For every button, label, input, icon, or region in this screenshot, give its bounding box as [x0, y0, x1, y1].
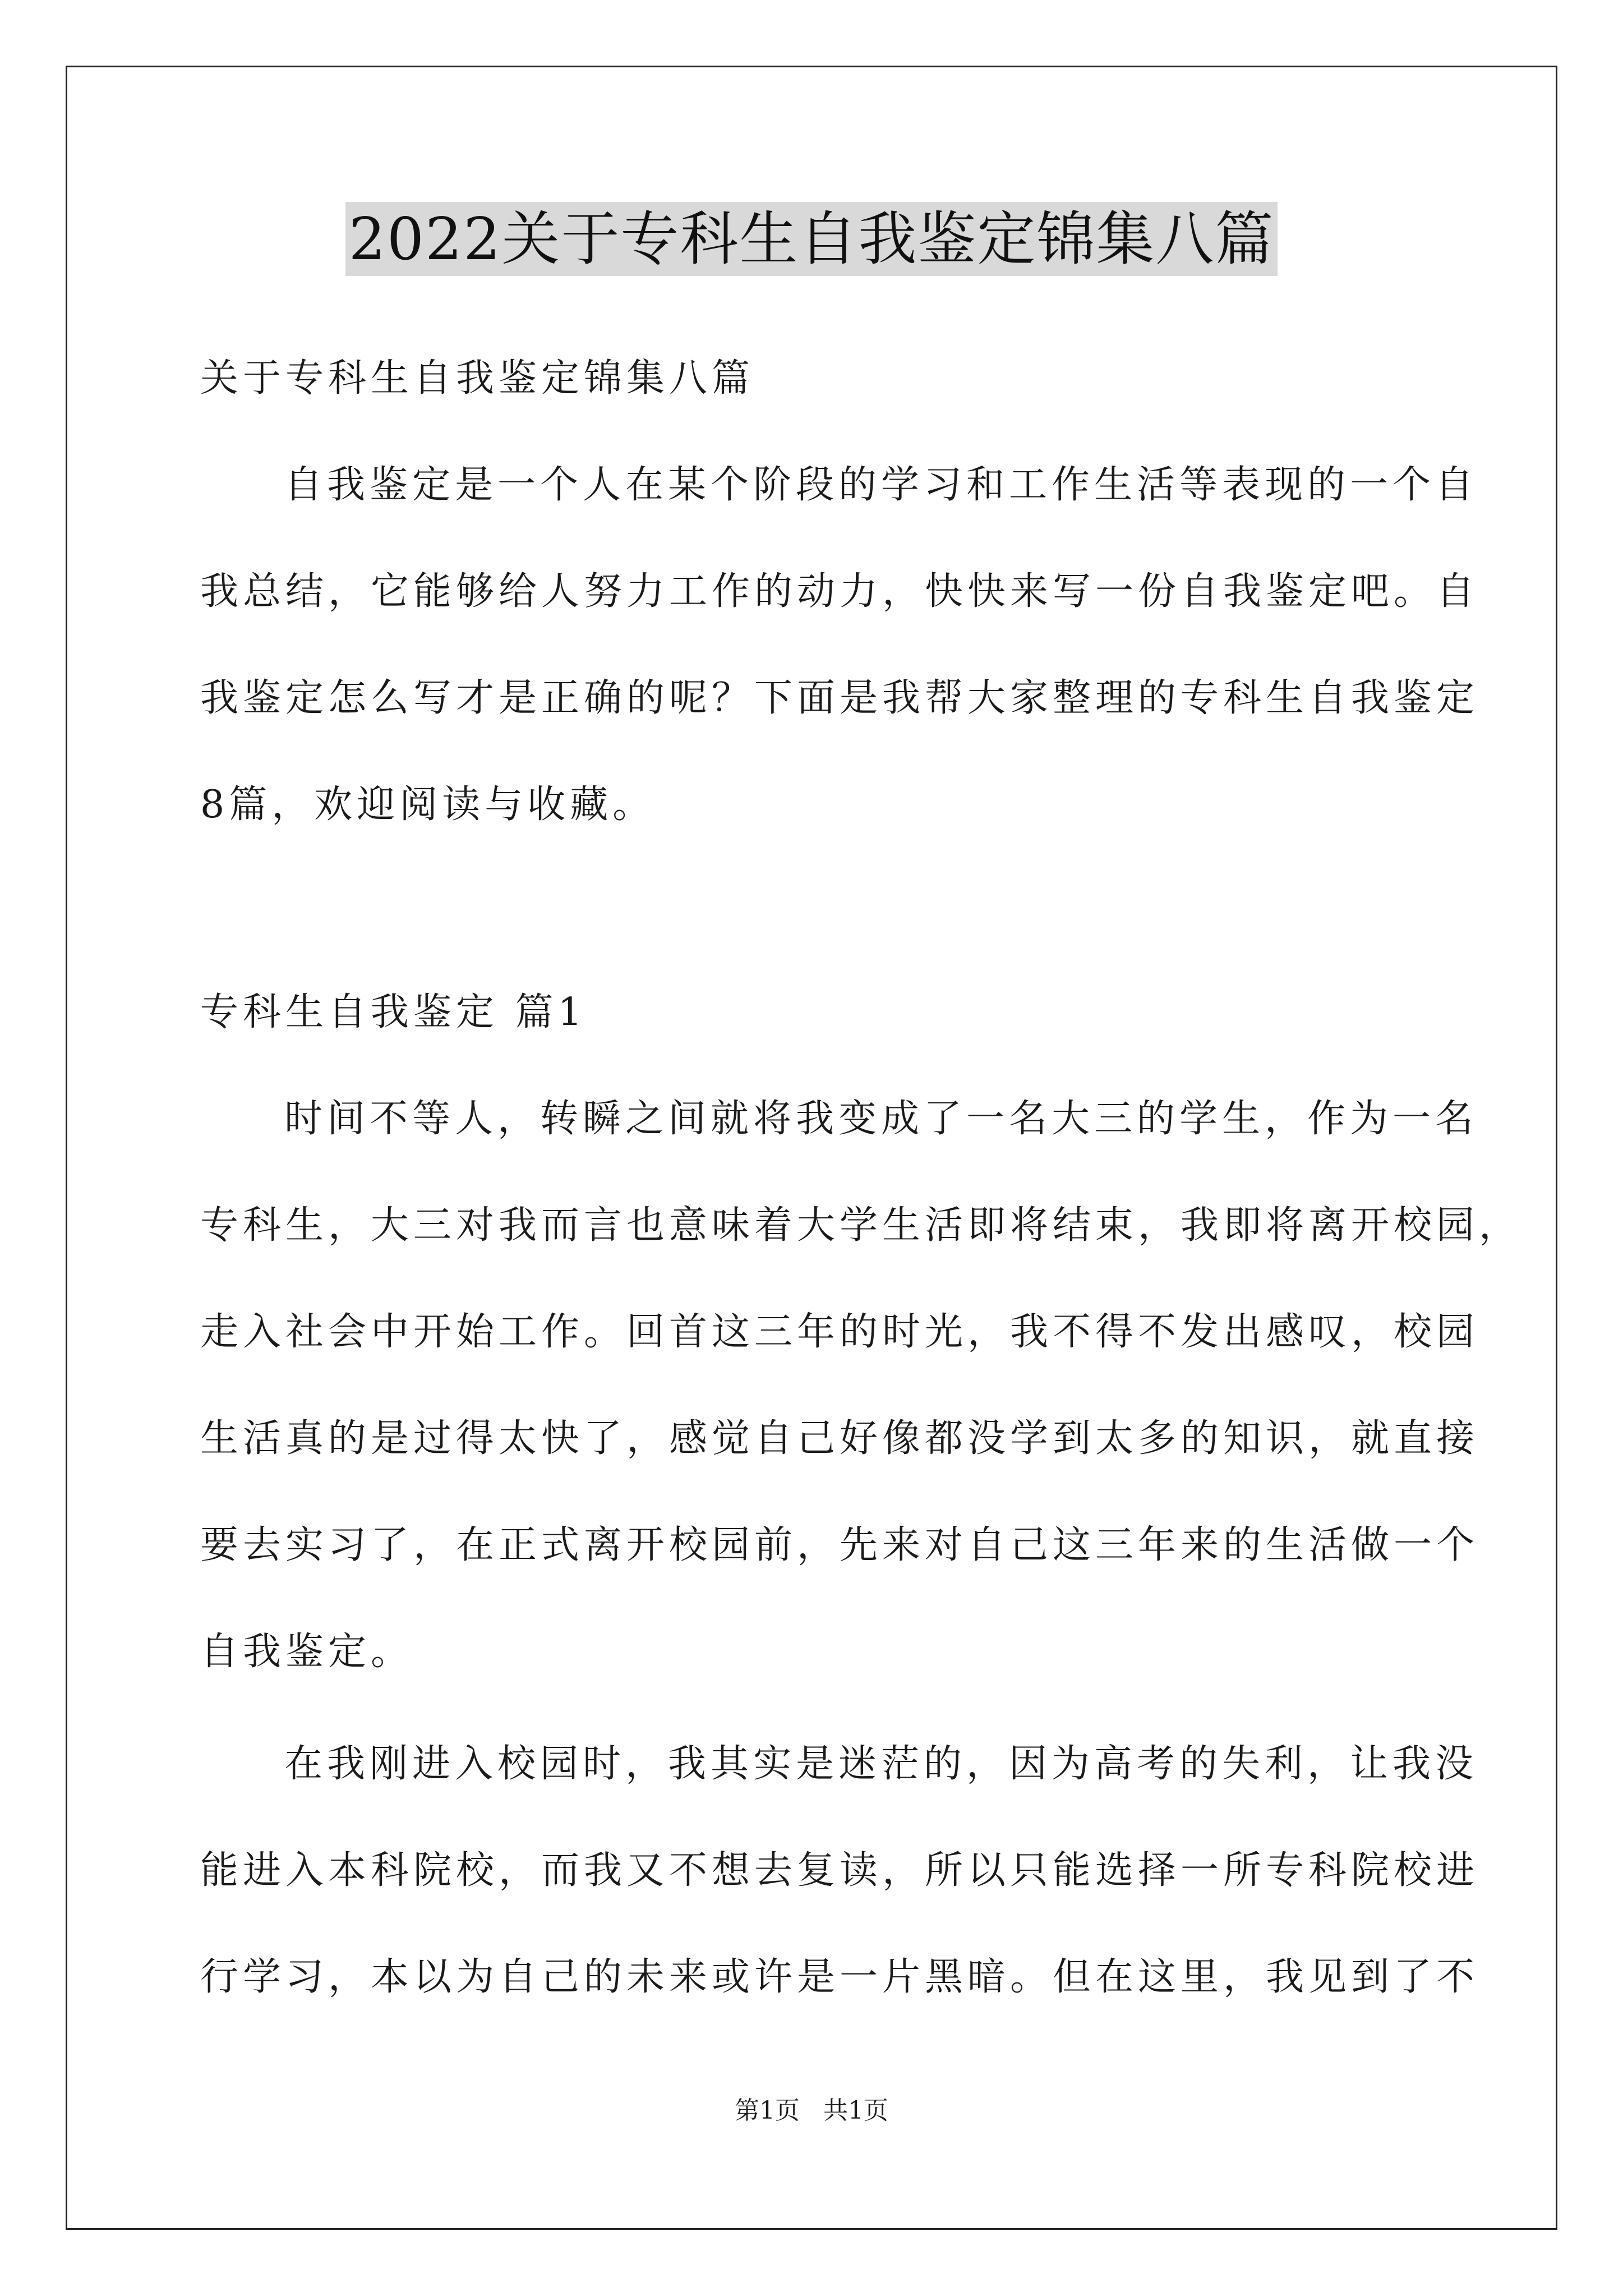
paragraph-line: 生活真的是过得太快了，感觉自己好像都没学到太多的知识，就直接	[200, 1416, 1479, 1461]
title-container	[0, 202, 1623, 276]
paragraph-line: 我总结，它能够给人努力工作的动力，快快来写一份自我鉴定吧。自	[200, 569, 1479, 614]
document-title: 2022关于专科生自我鉴定锦集八篇	[345, 202, 1278, 276]
paragraph-line: 要去实习了，在正式离开校园前，先来对自己这三年来的生活做一个	[200, 1523, 1479, 1567]
subtitle-line: 关于专科生自我鉴定锦集八篇	[200, 356, 755, 401]
paragraph-line: 我鉴定怎么写才是正确的呢？下面是我帮大家整理的专科生自我鉴定	[200, 676, 1479, 720]
paragraph-line: 时间不等人，转瞬之间就将我变成了一名大三的学生，作为一名	[284, 1097, 1478, 1141]
paragraph-line: 行学习，本以为自己的未来或许是一片黑暗。但在这里，我见到了不	[200, 1955, 1479, 1999]
paragraph-line: 在我刚进入校园时，我其实是迷茫的，因为高考的失利，让我没	[284, 1742, 1478, 1786]
paragraph-line: 走入社会中开始工作。回首这三年的时光，我不得不发出感叹，校园	[200, 1310, 1479, 1354]
page-footer: 第1页 共1页	[735, 2096, 888, 2125]
paragraph-line: 能进入本科院校，而我又不想去复读，所以只能选择一所专科院校进	[200, 1848, 1479, 1893]
paragraph-line: 8篇，欢迎阅读与收藏。	[200, 783, 656, 827]
paragraph-line: 自我鉴定是一个人在某个阶段的学习和工作生活等表现的一个自	[284, 463, 1478, 507]
paragraph-line: 专科生，大三对我而言也意味着大学生活即将结束，我即将离开校园，	[200, 1203, 1522, 1248]
section-heading: 专科生自我鉴定 篇1	[200, 990, 587, 1034]
paragraph-line: 自我鉴定。	[200, 1630, 414, 1674]
